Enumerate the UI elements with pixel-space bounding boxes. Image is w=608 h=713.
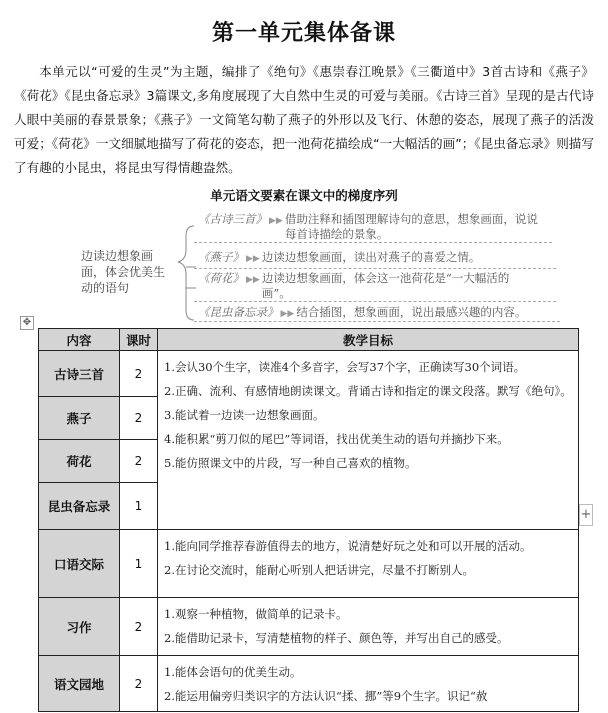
dashed-divider [194, 321, 560, 322]
arrow-icon: ▶▶ [280, 309, 295, 319]
row-hours: 2 [120, 351, 158, 397]
row-name: 燕子 [39, 397, 120, 440]
row-hours: 2 [120, 656, 158, 712]
branch-kunchong [198, 305, 578, 322]
dashed-divider [194, 242, 552, 243]
row-hours: 2 [120, 397, 158, 440]
goal-item: 1.能体会语句的优美生动。 [164, 665, 302, 679]
table-header-row [39, 329, 579, 351]
branch-hehua [198, 271, 558, 301]
header-hours: 课时 [120, 329, 158, 351]
branch-text: 结合插图，想象画面，说出最感兴趣的内容。 [296, 305, 527, 319]
intro-text: 本单元以“可爱的生灵”为主题，编排了《绝句》《惠崇春江晚景》《三衢道中》3首古诗和《燕子》《荷花》《昆虫备忘录》3篇课文,多角度展现了大自然中生灵的可爱与美丽。《古诗三首》呈现的是古代诗人眼中美丽的春景景象；《燕子》一文简笔勾勒了燕子的外形以及飞行、休憩的姿态，展现了燕子的活泼可爱；《荷花》一文细腻地描写了荷花的姿态，把一池荷花描绘成“一大幅活的画”；《昆虫备忘录》则描写了有趣的小昆虫，将昆虫写得情趣盎然。 [14, 64, 594, 175]
row-hours: 2 [120, 440, 158, 483]
goal-item: 5.能仿照课文中的片段，写一种自己喜欢的植物。 [164, 456, 417, 470]
goal-item: 2.正确、流利、有感情地朗读课文。背诵古诗和指定的课文段落。默写《绝句》。 [164, 384, 572, 398]
header-goals: 教学目标 [158, 329, 579, 351]
diagram-title: 单元语文要素在课文中的梯度序列 [210, 188, 398, 203]
gradient-sequence-diagram [0, 204, 608, 322]
arrow-icon: ▶▶ [269, 216, 283, 226]
page-title: 第一单元集体备课 [211, 21, 396, 46]
branch-lesson: 《荷花》 [198, 271, 244, 285]
goal-item: 2.在讨论交流时，能耐心听别人把话讲完，尽量不打断别人。 [164, 563, 474, 577]
table-move-handle-icon[interactable]: ✥ [20, 316, 34, 330]
arrow-icon: ▶▶ [246, 275, 260, 285]
row-hours: 2 [120, 598, 158, 656]
row-name: 荷花 [39, 440, 120, 483]
goal-item: 2.能借助记录卡，写清楚植物的样子、颜色等，并写出自己的感受。 [164, 631, 509, 645]
branch-gushi [198, 212, 558, 242]
goal-item: 2.能运用偏旁归类识字的方法认识“揉、挪”等9个生字。识记“赦 [164, 689, 488, 703]
header-content: 内容 [39, 329, 120, 351]
row-name: 语文园地 [39, 656, 120, 712]
teaching-plan-table [38, 328, 579, 712]
row-name: 习作 [39, 598, 120, 656]
add-column-icon[interactable]: + [579, 504, 593, 526]
row-name: 口语交际 [39, 530, 120, 598]
goals-cell [158, 530, 579, 598]
goal-item: 3.能试着一边读一边想象画面。 [164, 408, 325, 422]
row-name: 昆虫备忘录 [39, 483, 120, 530]
goal-item: 1.能向同学推荐春游值得去的地方，说清楚好玩之处和可以开展的活动。 [164, 539, 532, 553]
row-name: 古诗三首 [39, 351, 120, 397]
branch-text: 边读边想象画面，体会这一池荷花是“一大幅活的画”。 [261, 271, 510, 300]
dashed-divider [194, 268, 556, 269]
branch-yanzi [198, 250, 558, 267]
row-hours: 1 [120, 530, 158, 598]
branch-lesson: 《昆虫备忘录》 [198, 305, 279, 319]
dashed-divider [194, 301, 556, 302]
branch-lesson: 《古诗三首》 [198, 212, 267, 226]
branch-lesson: 《燕子》 [198, 250, 244, 264]
table-row [39, 656, 579, 712]
arrow-icon: ▶▶ [246, 254, 260, 264]
goals-cell [158, 656, 579, 712]
goals-cell [158, 351, 579, 530]
diagram-root-label: 边读边想象画面，体会优美生动的语句 [81, 249, 166, 295]
branch-text: 边读边想象画面，读出对燕子的喜爱之情。 [261, 250, 481, 264]
goal-item: 1.观察一种植物，做简单的记录卡。 [164, 607, 348, 621]
goal-item: 4.能积累“剪刀似的尾巴”等词语，找出优美生动的语句并摘抄下来。 [164, 432, 509, 446]
goal-item: 1.会认30个生字，读准4个多音字，会写37个字，正确读写30个词语。 [164, 360, 526, 374]
goals-cell [158, 598, 579, 656]
table-row [39, 351, 579, 397]
intro-paragraph [14, 60, 594, 180]
branch-text: 借助注释和插图理解诗句的意思，想象画面，说说每首诗描绘的景象。 [284, 212, 538, 241]
row-hours: 1 [120, 483, 158, 530]
table-row [39, 598, 579, 656]
table-row [39, 530, 579, 598]
